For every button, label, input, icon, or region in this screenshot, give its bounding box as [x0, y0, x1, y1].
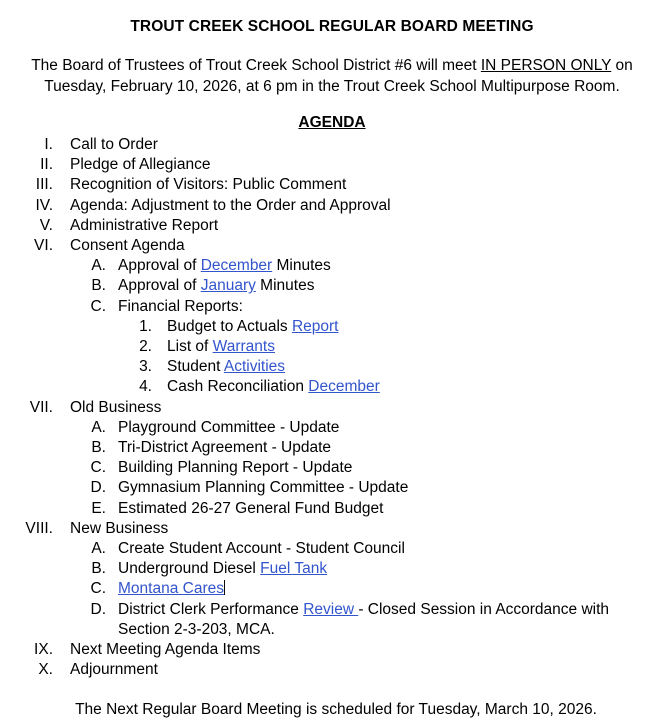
- agenda-item-label: Call to Order: [70, 136, 158, 153]
- agenda-item-iii: [0, 175, 664, 195]
- agenda-item-vii: [0, 398, 664, 418]
- agenda-item-label: [118, 600, 664, 640]
- label-suffix: Minutes: [255, 277, 315, 295]
- agenda-item-label: [167, 357, 664, 377]
- hyperlink-december-minutes[interactable]: December: [200, 257, 273, 275]
- agenda-marker: B.: [91, 439, 106, 457]
- label-prefix: Student: [167, 358, 224, 376]
- next-meeting-notice: The Next Regular Board Meeting is scheduled for Tuesday, March 10, 2026.: [75, 701, 597, 719]
- agenda-item-label: Agenda: Adjustment to the Order and Approval: [70, 196, 391, 214]
- agenda-item-label: Financial Reports:: [118, 297, 243, 315]
- agenda-item-label: Tri-District Agreement - Update: [118, 439, 332, 457]
- agenda-marker: A.: [91, 418, 106, 436]
- agenda-item-vi-c-2: [0, 337, 664, 357]
- agenda-item-label: Create Student Account - Student Council: [118, 540, 405, 558]
- agenda-item-vi: [0, 236, 664, 256]
- hyperlink-performance-review[interactable]: Review: [303, 600, 359, 618]
- agenda-marker: B.: [91, 560, 106, 578]
- agenda-item-label: [118, 559, 664, 579]
- agenda-item-label: New Business: [70, 519, 169, 537]
- text-cursor-caret: [224, 580, 226, 595]
- agenda-item-vi-c-3: [0, 357, 664, 377]
- hyperlink-fuel-tank[interactable]: Fuel Tank: [260, 560, 328, 578]
- label-prefix: Approval of: [118, 277, 201, 295]
- agenda-item-viii-b: [0, 559, 664, 579]
- agenda-marker: VIII.: [25, 519, 53, 537]
- label-prefix: District Clerk Performance: [118, 600, 304, 618]
- hyperlink-budget-to-actuals-report[interactable]: Report: [291, 317, 339, 335]
- agenda-marker: VII.: [29, 398, 53, 416]
- meeting-notice-paragraph: [22, 55, 642, 97]
- agenda-item-label: [118, 256, 664, 276]
- agenda-marker: E.: [91, 499, 106, 517]
- agenda-item-vi-a: [0, 256, 664, 276]
- agenda-marker: C.: [90, 297, 106, 315]
- agenda-item-label: Consent Agenda: [70, 237, 185, 255]
- hyperlink-student-activities[interactable]: Activities: [223, 358, 286, 376]
- agenda-marker: 1.: [139, 317, 152, 335]
- agenda-marker: B.: [91, 277, 106, 295]
- label-prefix: Underground Diesel: [118, 560, 261, 578]
- agenda-item-label: Pledge of Allegiance: [70, 156, 211, 174]
- agenda-item-viii-c: [0, 579, 664, 599]
- agenda-item-ix: [0, 640, 664, 660]
- label-prefix: List of: [167, 338, 213, 356]
- agenda-marker: 4.: [139, 378, 152, 396]
- agenda-item-vii-c: [0, 458, 664, 478]
- label-prefix: Cash Reconciliation: [167, 378, 309, 396]
- notice-emphasis-in-person-only: IN PERSON ONLY: [480, 57, 612, 74]
- agenda-item-v: [0, 216, 664, 236]
- page-title: TROUT CREEK SCHOOL REGULAR BOARD MEETING: [130, 18, 534, 35]
- agenda-heading: AGENDA: [298, 114, 366, 131]
- agenda-item-label: Administrative Report: [70, 216, 219, 234]
- label-prefix: Approval of: [118, 257, 201, 275]
- agenda-item-label: Adjournment: [70, 661, 158, 679]
- agenda-marker: C.: [90, 580, 106, 598]
- agenda-item-label: [118, 276, 664, 296]
- agenda-item-label: Playground Committee - Update: [118, 418, 340, 436]
- agenda-marker: A.: [91, 540, 106, 558]
- agenda-item-vi-c: [0, 297, 664, 317]
- agenda-item-vi-c-4: [0, 377, 664, 397]
- agenda-item-viii-a: [0, 539, 664, 559]
- agenda-marker: IV.: [35, 196, 53, 214]
- hyperlink-cash-reconciliation-december[interactable]: December: [308, 378, 380, 396]
- agenda-marker: D.: [90, 479, 106, 497]
- agenda-marker: IX.: [34, 641, 53, 659]
- agenda-marker: D.: [90, 600, 106, 618]
- agenda-marker: I.: [44, 136, 53, 153]
- agenda-item-label: [118, 579, 664, 599]
- agenda-item-label: Old Business: [70, 398, 162, 416]
- agenda-item-label: Estimated 26-27 General Fund Budget: [118, 499, 384, 517]
- agenda-marker: VI.: [34, 237, 53, 255]
- agenda-item-vii-a: [0, 418, 664, 438]
- agenda-item-label: [167, 377, 664, 397]
- agenda-outline-list: [0, 135, 664, 680]
- agenda-item-vii-b: [0, 438, 664, 458]
- agenda-marker: X.: [38, 661, 53, 679]
- agenda-item-label: Recognition of Visitors: Public Comment: [70, 176, 347, 194]
- notice-text-after: on Tuesday, February 10, 2026, at 6 pm in the Trout Creek School Multipurpose Room.: [44, 57, 633, 95]
- agenda-marker: C.: [90, 459, 106, 477]
- agenda-item-x: [0, 660, 664, 680]
- label-suffix: - Closed Session in Accordance with Section 2-3-203, MCA.: [118, 600, 610, 638]
- agenda-marker: A.: [91, 257, 106, 275]
- agenda-item-label: [167, 317, 664, 337]
- agenda-item-i: [0, 135, 664, 155]
- hyperlink-montana-cares[interactable]: Montana Cares: [118, 580, 224, 598]
- agenda-item-vi-c-1: [0, 317, 664, 337]
- agenda-marker: V.: [39, 216, 53, 234]
- label-suffix: Minutes: [272, 257, 331, 275]
- agenda-item-vii-d: [0, 478, 664, 498]
- label-prefix: Budget to Actuals: [167, 317, 292, 335]
- agenda-item-label: Next Meeting Agenda Items: [70, 641, 261, 659]
- agenda-marker: 2.: [139, 338, 152, 356]
- agenda-item-vi-b: [0, 276, 664, 296]
- hyperlink-warrants[interactable]: Warrants: [212, 338, 275, 356]
- agenda-item-label: [167, 337, 664, 357]
- agenda-item-iv: [0, 196, 664, 216]
- agenda-marker: II.: [40, 156, 53, 174]
- agenda-marker: III.: [35, 176, 53, 194]
- agenda-marker: 3.: [139, 358, 152, 376]
- agenda-item-viii: [0, 519, 664, 539]
- notice-text-before: The Board of Trustees of Trout Creek School District #6 will meet: [31, 57, 481, 74]
- hyperlink-january-minutes[interactable]: January: [200, 277, 256, 295]
- agenda-item-viii-d: [0, 600, 664, 640]
- agenda-item-vii-e: [0, 499, 664, 519]
- agenda-item-label: Building Planning Report - Update: [118, 459, 353, 477]
- agenda-item-label: Gymnasium Planning Committee - Update: [118, 479, 409, 497]
- agenda-item-ii: [0, 155, 664, 175]
